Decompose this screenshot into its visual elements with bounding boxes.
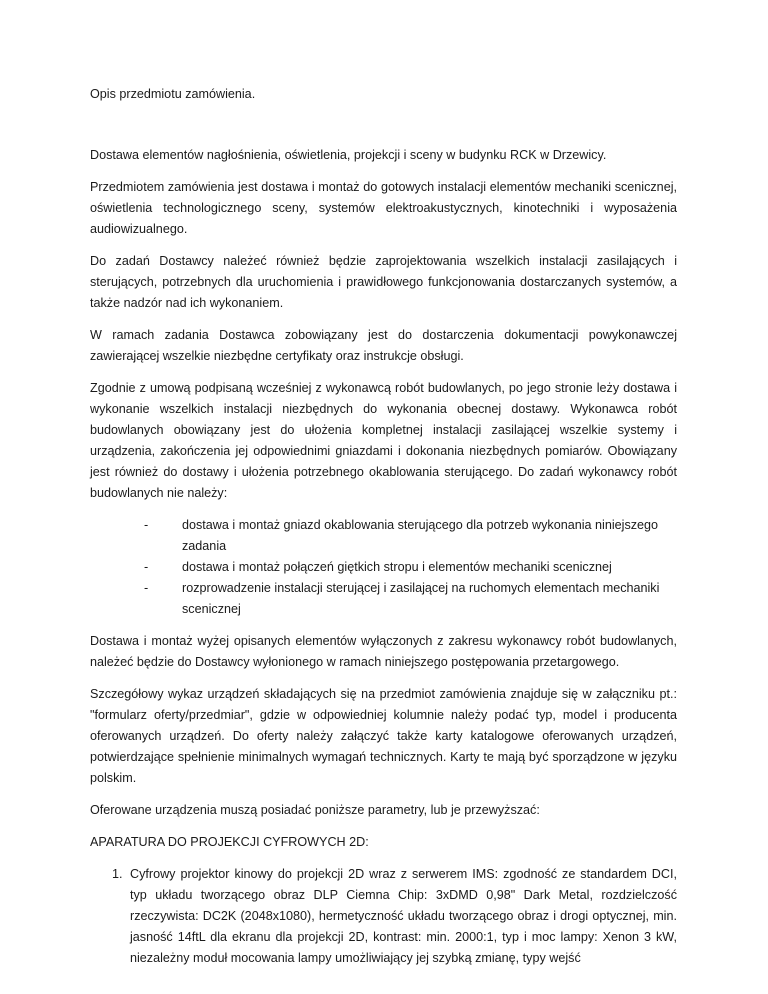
list-item	[144, 578, 680, 620]
list-item-text: Cyfrowy projektor kinowy do projekcji 2D wraz z serwerem IMS: zgodność ze standardem DCI, typ układu tworzącego obraz DLP Ciemna Chip: 3xDMD 0,98" Dark Metal, rozdzielczość rzeczywista: DC2K (2048x1080), hermetyczność układu tworzącego obraz i drogi optycznej, min. jasność 14ftL dla ekranu dla projekcji 2D, kontrast: min. 2000:1, typ i moc lampy: Xenon 3 kW, niezależny moduł mocowania lampy umożliwiający jej szybką zmianę, typy wejść	[130, 867, 677, 965]
paragraph: Przedmiotem zamówienia jest dostawa i montaż do gotowych instalacji elementów mechaniki scenicznej, oświetlenia technologicznego sceny, systemów elektroakustycznych, kinotechniki i wyposażenia audiowizualnego.	[90, 180, 677, 236]
paragraph: W ramach zadania Dostawca zobowiązany jest do dostarczenia dokumentacji powykonawczej zawierającej wszelkie niezbędne certyfikaty oraz instrukcje obsługi.	[90, 328, 677, 363]
bullet-marker: -	[144, 518, 149, 532]
section-heading: APARATURA DO PROJEKCJI CYFROWYCH 2D:	[90, 835, 369, 849]
document-heading: Opis przedmiotu zamówienia.	[90, 87, 256, 101]
list-item-text: dostawa i montaż gniazd okablowania sterującego dla potrzeb wykonania niniejszego zadania	[182, 518, 659, 553]
paragraph: Zgodnie z umową podpisaną wcześniej z wykonawcą robót budowlanych, po jego stronie leży dostawa i wykonanie wszelkich instalacji niezbędnych do wykonania obecnej dostawy. Wykonawca robót budowlanych obowiązany jest do ułożenia kompletnej instalacji zasilającej wszelkie systemy i urządzenia, zakończenia jej odpowiednimi gniazdami i dokonania niezbędnych pomiarów. Obowiązany jest również do dostawy i ułożenia potrzebnego okablowania sterującego. Do zadań wykonawcy robót budowlanych nie należy:	[90, 381, 677, 500]
paragraph: Dostawa i montaż wyżej opisanych elementów wyłączonych z zakresu wykonawcy robót budowlanych, należeć będzie do Dostawcy wyłonionego w ramach niniejszego postępowania przetargowego.	[90, 634, 677, 669]
paragraph: Oferowane urządzenia muszą posiadać poniższe parametry, lub je przewyższać:	[90, 803, 540, 817]
list-number: 1.	[112, 867, 123, 881]
bullet-marker: -	[144, 560, 149, 574]
document-subject: Dostawa elementów nagłośnienia, oświetlenia, projekcji i sceny w budynku RCK w Drzewicy.	[90, 148, 607, 162]
list-item	[144, 515, 680, 557]
list-item	[144, 557, 680, 578]
list-item-text: rozprowadzenie instalacji sterującej i zasilającej na ruchomych elementach mechaniki scenicznej	[182, 581, 660, 616]
paragraph: Do zadań Dostawcy należeć również będzie zaprojektowania wszelkich instalacji zasilających i sterujących, potrzebnych dla uruchomienia i prawidłowego funkcjonowania dostarczanych systemów, a także nadzór nad ich wykonaniem.	[90, 254, 677, 310]
numbered-list	[112, 864, 677, 969]
document-body	[90, 84, 677, 969]
paragraph: Szczegółowy wykaz urządzeń składających się na przedmiot zamówienia znajduje się w załączniku pt.: "formularz oferty/przedmiar", gdzie w odpowiedniej kolumnie należy podać typ, model i producenta oferowanych urządzeń. Do oferty należy załączyć także karty katalogowe oferowanych urządzeń, potwierdzające spełnienie minimalnych wymagań technicznych. Karty te mają być sporządzone w języku polskim.	[90, 687, 677, 785]
bullet-list	[144, 515, 680, 620]
list-item-text: dostawa i montaż połączeń giętkich stropu i elementów mechaniki scenicznej	[182, 560, 612, 574]
list-item	[112, 864, 677, 969]
bullet-marker: -	[144, 581, 149, 595]
